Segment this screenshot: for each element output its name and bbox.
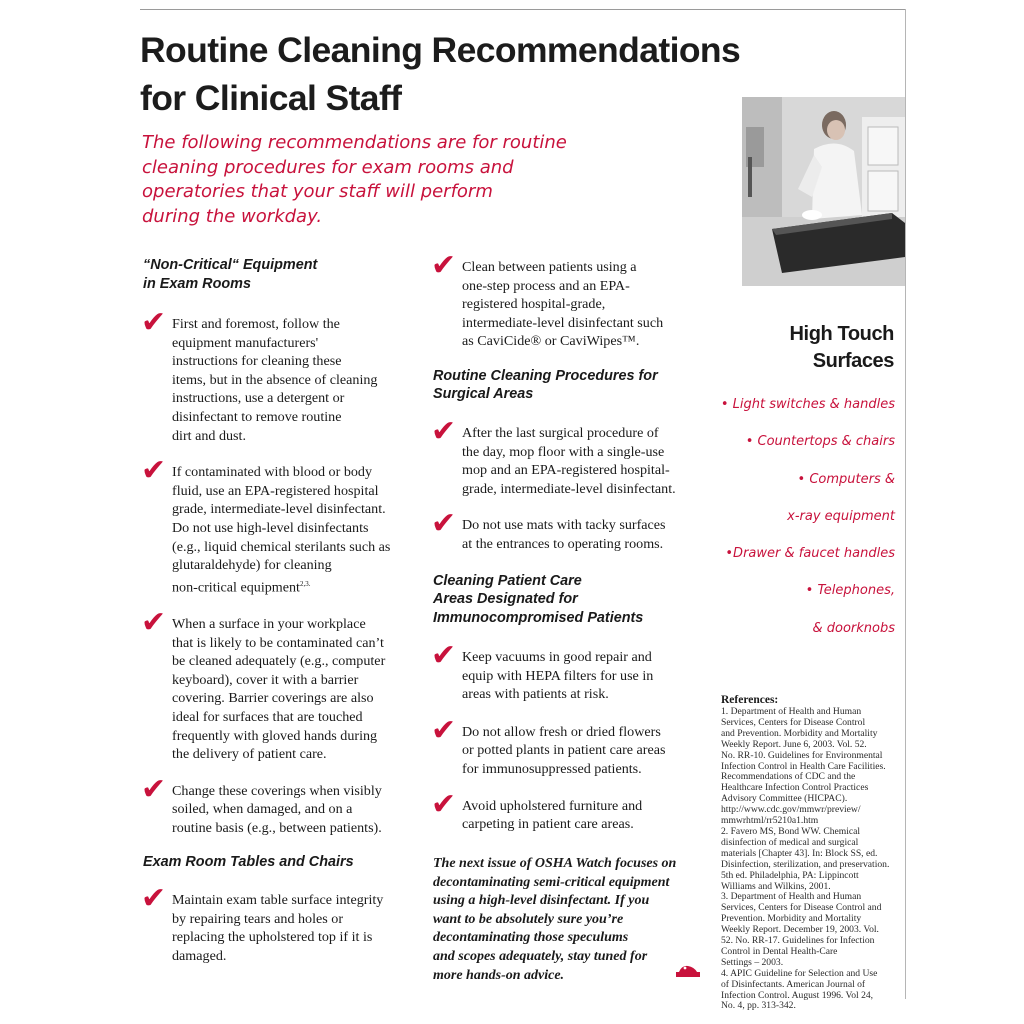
- reference-line: 3. Department of Health and Human: [721, 891, 862, 903]
- checkmark-icon: ✔: [431, 248, 457, 283]
- list-item: [141, 771, 423, 838]
- item-line: items, but in the absence of cleaning: [172, 371, 378, 388]
- intro-text: [142, 131, 702, 229]
- intro-line: cleaning procedures for exam rooms and: [142, 156, 514, 178]
- heading-line: Exam Room Tables and Chairs: [143, 853, 354, 870]
- item-line: instructions for cleaning these: [172, 353, 342, 370]
- item-line: grade, intermediate-level disinfectant.: [462, 480, 676, 497]
- reference-line: Healthcare Infection Control Practices: [721, 782, 869, 794]
- intro-line: The following recommendations are for routine: [142, 132, 567, 153]
- item-line: Maintain exam table surface integrity: [172, 892, 384, 909]
- item-line: intermediate-level disinfectant such: [462, 314, 664, 331]
- heading-line: in Exam Rooms: [143, 275, 251, 292]
- list-item: [431, 506, 708, 553]
- item-line: for immunosuppressed patients.: [462, 761, 642, 777]
- reference-line: No. 4, pp. 313-342.: [721, 1000, 796, 1012]
- intro-line: operatories that your staff will perform: [142, 181, 493, 202]
- reference-line: Services, Centers for Disease Control: [721, 716, 866, 728]
- item-line: instructions, use a detergent or: [172, 390, 345, 407]
- high-touch-list: [690, 386, 895, 647]
- item-line: registered hospital-grade,: [462, 296, 606, 313]
- item-line: disinfectant to remove routine: [172, 408, 342, 425]
- item-line: carpeting in patient care areas.: [462, 816, 634, 833]
- heading-line: Cleaning Patient Care: [433, 572, 582, 589]
- heading-line: Areas Designated for: [433, 591, 578, 608]
- checkmark-icon: ✔: [431, 506, 457, 542]
- item-line: routine basis (e.g., between patients).: [172, 819, 382, 836]
- item-line: at the entrances to operating rooms.: [462, 535, 664, 552]
- checkmark-icon: ✔: [141, 453, 167, 489]
- reference-line: Control in Dental Health-Care: [721, 945, 838, 957]
- item-line: Change these coverings when visibly: [172, 782, 382, 799]
- reference-line: Weekly Report. June 6, 2003. Vol. 52.: [721, 738, 867, 750]
- reference-line: Infection Control. August 1996. Vol 24,: [721, 989, 874, 1001]
- section-heading-non-critical: [143, 256, 423, 293]
- item-line: Do not use high-level disinfectants: [172, 519, 369, 536]
- item-line: equip with HEPA filters for use in: [462, 667, 654, 684]
- reference-line: http://www.cdc.gov/mmwr/preview/: [721, 804, 861, 816]
- item-line: keyboard), cover it with a barrier: [172, 671, 359, 688]
- left-column: [143, 256, 423, 965]
- checkmark-icon: ✔: [431, 638, 457, 674]
- item-line: When a surface in your workplace: [172, 616, 366, 632]
- item-line: soiled, when damaged, and on a: [172, 801, 353, 818]
- page-title: [140, 26, 840, 122]
- middle-column: [431, 248, 708, 834]
- title-line: for Clinical Staff: [140, 78, 402, 118]
- next-issue-note: [433, 855, 703, 985]
- section-heading-exam-tables: [143, 853, 423, 872]
- heading-line: Surgical Areas: [433, 386, 534, 403]
- item-line: replacing the upholstered top if it is: [172, 929, 373, 946]
- list-item: [431, 712, 708, 779]
- end-mark-logo-icon: [676, 963, 700, 977]
- checkmark-icon: ✔: [431, 712, 457, 748]
- item-line: First and foremost, follow the: [172, 316, 340, 332]
- note-line: The next issue of OSHA Watch focuses on: [433, 856, 677, 871]
- reference-line: materials [Chapter 43]. In: Block SS, ed.: [721, 847, 878, 859]
- references: [721, 694, 901, 1012]
- section-heading-immunocompromised: [433, 572, 708, 628]
- list-item: [431, 638, 708, 704]
- reference-line: 1. Department of Health and Human: [721, 706, 862, 717]
- section-heading-surgical: [433, 367, 708, 404]
- list-item: • Telephones,: [805, 583, 895, 599]
- item-line: mop and an EPA-registered hospital-: [462, 462, 670, 479]
- top-rule: [140, 9, 905, 10]
- reference-line: Disinfection, sterilization, and preservation.: [721, 858, 890, 870]
- item-line: (e.g., liquid chemical sterilants such as: [172, 538, 391, 555]
- clinician-cleaning-photo: [742, 97, 905, 286]
- list-item: [141, 453, 423, 597]
- item-line: Keep vacuums in good repair and: [462, 649, 652, 666]
- item-line: the day, mop floor with a single-use: [462, 443, 665, 460]
- note-line: more hands-on advice.: [433, 967, 565, 983]
- item-line: or potted plants in patient care areas: [462, 742, 666, 759]
- reference-line: Williams and Wilkins, 2001.: [721, 880, 831, 892]
- checkmark-icon: ✔: [141, 881, 167, 917]
- heading-line: “Non-Critical“ Equipment: [143, 257, 318, 273]
- reference-line: Recommendations of CDC and the: [721, 771, 856, 783]
- item-line: by repairing tears and holes or: [172, 910, 344, 927]
- item-line: dirt and dust.: [172, 427, 246, 444]
- reference-line: 52. No. RR-17. Guidelines for Infection: [721, 935, 875, 947]
- heading-line: Immunocompromised Patients: [433, 609, 644, 626]
- item-line: the delivery of patient care.: [172, 746, 327, 763]
- heading-line: Routine Cleaning Procedures for: [433, 367, 658, 384]
- checkmark-icon: ✔: [141, 605, 167, 640]
- title-line: High Touch: [789, 323, 894, 345]
- list-item: [431, 248, 708, 351]
- reference-line: 5th ed. Philadelphia, PA: Lippincott: [721, 869, 859, 881]
- item-line: one-step process and an EPA-: [462, 277, 630, 294]
- list-item: [431, 786, 708, 834]
- item-line: Clean between patients using a: [462, 259, 637, 275]
- item-line: Do not allow fresh or dried flowers: [462, 723, 661, 740]
- reference-line: disinfection of medical and surgical: [721, 836, 859, 848]
- list-item: [141, 881, 423, 965]
- title-line: Surfaces: [812, 350, 894, 372]
- checkmark-icon: ✔: [141, 305, 167, 340]
- reference-line: 4. APIC Guideline for Selection and Use: [721, 967, 878, 979]
- reference-line: No. RR-10. Guidelines for Environmental: [721, 749, 883, 761]
- footnote-ref: 2,3.: [299, 579, 311, 588]
- item-line: After the last surgical procedure of: [462, 424, 659, 441]
- item-line: be cleaned adequately (e.g., computer: [172, 653, 386, 670]
- intro-line: during the workday.: [142, 205, 323, 227]
- note-line: decontaminating those speculums: [433, 930, 629, 946]
- item-line: equipment manufacturers': [172, 334, 319, 351]
- list-item: • Computers &: [797, 471, 895, 487]
- list-item: •Drawer & faucet handles: [725, 546, 895, 562]
- reference-line: Infection Control in Health Care Facilities.: [721, 760, 886, 772]
- item-line: [172, 575, 423, 597]
- item-line: damaged.: [172, 947, 227, 964]
- item-line: ideal for surfaces that are touched: [172, 708, 363, 725]
- reference-line: mmwrhtml/rr5210a1.htm: [721, 815, 819, 827]
- item-line: If contaminated with blood or body: [172, 464, 373, 481]
- note-line: decontaminating semi-critical equipment: [433, 874, 670, 890]
- item-line: grade, intermediate-level disinfectant.: [172, 501, 386, 518]
- reference-line: of Disinfectants. American Journal of: [721, 978, 866, 990]
- item-line: Do not use mats with tacky surfaces: [462, 517, 666, 534]
- item-line: glutaraldehyde) for cleaning: [172, 557, 332, 574]
- list-item: • Countertops & chairs: [745, 434, 895, 450]
- note-line: want to be absolutely sure you’re: [433, 911, 624, 927]
- item-line: covering. Barrier coverings are also: [172, 690, 374, 707]
- item-line: that is likely to be contaminated can’t: [172, 634, 384, 651]
- list-item: [141, 605, 423, 764]
- reference-line: Settings – 2003.: [721, 956, 784, 968]
- reference-line: Prevention. Morbidity and Mortality: [721, 913, 862, 925]
- right-rule: [905, 9, 906, 999]
- title-line: Routine Cleaning Recommendations: [140, 30, 741, 70]
- item-line-text: non-critical equipment: [172, 579, 300, 596]
- list-item: x-ray equipment: [787, 508, 895, 524]
- item-line: frequently with gloved hands during: [172, 727, 378, 744]
- checkmark-icon: ✔: [431, 786, 457, 822]
- reference-line: Weekly Report. December 19, 2003. Vol.: [721, 924, 879, 936]
- reference-line: Advisory Committee (HICPAC).: [721, 793, 848, 805]
- item-line: as CaviCide® or CaviWipes™.: [462, 333, 640, 350]
- item-line: fluid, use an EPA-registered hospital: [172, 482, 379, 499]
- reference-line: and Prevention. Morbidity and Mortality: [721, 727, 878, 739]
- checkmark-icon: ✔: [431, 413, 457, 449]
- note-line: and scopes adequately, stay tuned for: [433, 948, 648, 964]
- list-item: • Light switches & handles: [720, 397, 895, 412]
- reference-line: 2. Favero MS, Bond WW. Chemical: [721, 825, 861, 837]
- note-line: using a high-level disinfectant. If you: [433, 893, 650, 909]
- list-item: [141, 305, 423, 445]
- reference-line: Services, Centers for Disease Control and: [721, 902, 882, 914]
- item-line: Avoid upholstered furniture and: [462, 797, 643, 814]
- references-heading: References:: [721, 694, 779, 706]
- checkmark-icon: ✔: [141, 771, 167, 807]
- item-line: areas with patients at risk.: [462, 686, 609, 703]
- high-touch-title: [760, 321, 894, 375]
- list-item: & doorknobs: [812, 620, 895, 636]
- list-item: [431, 413, 708, 498]
